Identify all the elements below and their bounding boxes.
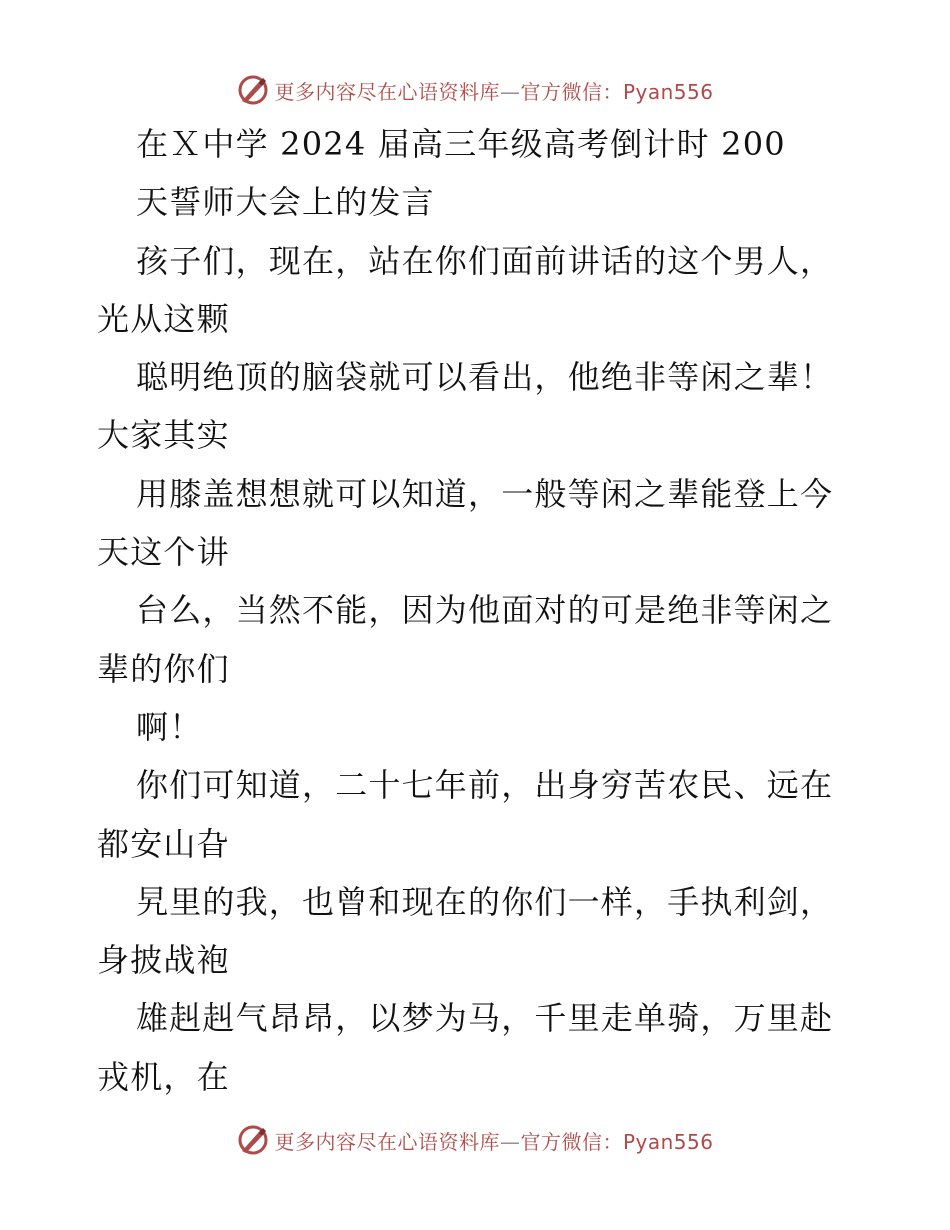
text-line: 身披战袍	[97, 941, 230, 980]
document-body	[0, 115, 950, 1106]
watermark-dash: —	[499, 79, 521, 104]
text-line: 聪明绝顶的脑袋就可以看出，他绝非等闲之辈！	[136, 358, 834, 397]
text-line: 辈的你们	[97, 649, 230, 688]
watermark-main-text: 更多内容尽在心语资料库	[274, 79, 500, 104]
text-line: 天这个讲	[97, 533, 230, 572]
header-watermark-banner	[0, 70, 950, 110]
watermark-wechat-text: 官方微信：Pyan556	[520, 79, 714, 104]
pen-circle-logo-icon	[236, 73, 270, 107]
watermark-text	[274, 1126, 713, 1155]
text-line: 戎机，在	[97, 1057, 230, 1096]
text-line: 都安山旮	[97, 824, 230, 863]
text-line: 天誓师大会上的发言	[136, 183, 435, 222]
text-line: 旯里的我，也曾和现在的你们一样，手执利剑，	[136, 882, 834, 921]
text-line: 大家其实	[97, 416, 230, 455]
watermark-main-text: 更多内容尽在心语资料库	[274, 1129, 500, 1154]
pen-circle-logo-icon	[236, 1123, 270, 1157]
footer-watermark-banner	[0, 1120, 950, 1160]
text-line: 孩子们，现在，站在你们面前讲话的这个男人，	[136, 241, 834, 280]
text-line: 雄赳赳气昂昂，以梦为马，千里走单骑，万里赴	[136, 999, 834, 1038]
watermark-dash: —	[499, 1129, 521, 1154]
text-line: 台么，当然不能，因为他面对的可是绝非等闲之	[136, 591, 834, 630]
text-line: 光从这颗	[97, 299, 230, 338]
text-line: 啊！	[136, 707, 203, 746]
text-line: 你们可知道，二十七年前，出身穷苦农民、远在	[136, 766, 834, 805]
text-line: 用膝盖想想就可以知道，一般等闲之辈能登上今	[136, 474, 834, 513]
text-line: 在Ｘ中学 2024 届高三年级高考倒计时 200	[136, 125, 786, 163]
watermark-text	[274, 76, 713, 105]
watermark-wechat-text: 官方微信：Pyan556	[520, 1129, 714, 1154]
